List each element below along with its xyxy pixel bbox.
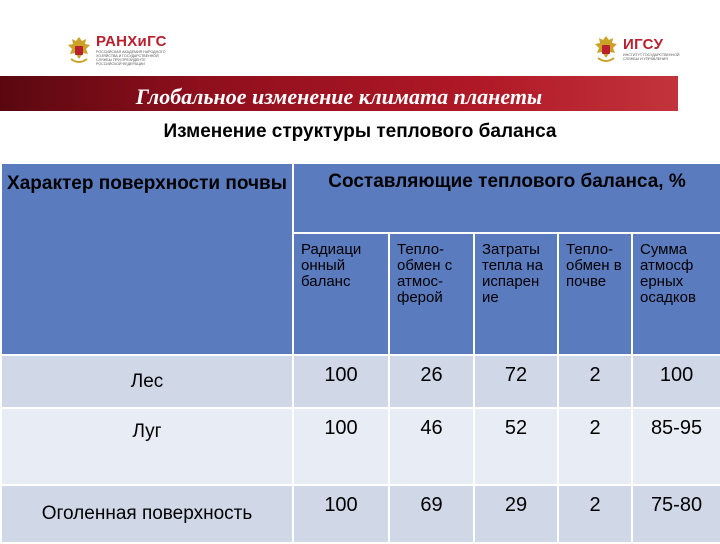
table-cell: 100	[293, 408, 389, 485]
surface-type-header: Характер поверхности почвы	[1, 163, 293, 355]
column-header: Тепло-обмен с атмос-ферой	[389, 233, 474, 355]
table-cell: 2	[558, 355, 632, 408]
table-cell: 100	[293, 485, 389, 543]
ranepa-logo-subtitle: РОССИЙСКАЯ АКАДЕМИЯ НАРОДНОГО ХОЗЯЙСТВА И ГОСУДАРСТВЕННОЙ СЛУЖБЫ ПРИ ПРЕЗИДЕНТЕ РОССИЙСКОЙ ФЕДЕРАЦИИ	[96, 50, 166, 66]
row-label: Луг	[1, 408, 293, 485]
ranepa-logo-name: РАНХиГС	[96, 33, 167, 50]
table-cell: 52	[474, 408, 558, 485]
table-cell: 2	[558, 408, 632, 485]
table-row	[1, 408, 720, 485]
igsu-logo-name: ИГСУ	[623, 36, 664, 53]
igsu-emblem-icon	[593, 34, 619, 64]
table-cell: 69	[389, 485, 474, 543]
table-header-row	[1, 163, 720, 233]
column-header: Затраты тепла на испарен ие	[474, 233, 558, 355]
table-cell: 75-80	[632, 485, 720, 543]
row-label: Оголенная поверхность	[1, 485, 293, 543]
ranepa-logo	[66, 34, 170, 66]
table-cell: 26	[389, 355, 474, 408]
table-row	[1, 485, 720, 543]
column-header: Тепло-обмен в почве	[558, 233, 632, 355]
table-cell: 72	[474, 355, 558, 408]
table-cell: 29	[474, 485, 558, 543]
title-banner	[0, 76, 678, 111]
page-title: Глобальное изменение климата планеты	[135, 84, 543, 109]
row-label: Лес	[1, 355, 293, 408]
column-header: Радиаци онный баланс	[293, 233, 389, 355]
page-subtitle: Изменение структуры теплового баланса	[163, 121, 557, 142]
igsu-logo-subtitle: ИНСТИТУТ ГОСУДАРСТВЕННОЙ СЛУЖБЫ И УПРАВЛЕНИЯ	[623, 53, 680, 61]
table-cell: 46	[389, 408, 474, 485]
igsu-logo	[593, 34, 683, 64]
ranepa-emblem-icon	[66, 35, 92, 65]
table-cell: 100	[632, 355, 720, 408]
heat-balance-group-header: Составляющие теплового баланса, %	[293, 163, 720, 233]
column-header: Сумма атмосф ерных осадков	[632, 233, 720, 355]
table-row	[1, 355, 720, 408]
heat-balance-table	[0, 162, 720, 544]
table-cell: 2	[558, 485, 632, 543]
table-cell: 85-95	[632, 408, 720, 485]
table-cell: 100	[293, 355, 389, 408]
